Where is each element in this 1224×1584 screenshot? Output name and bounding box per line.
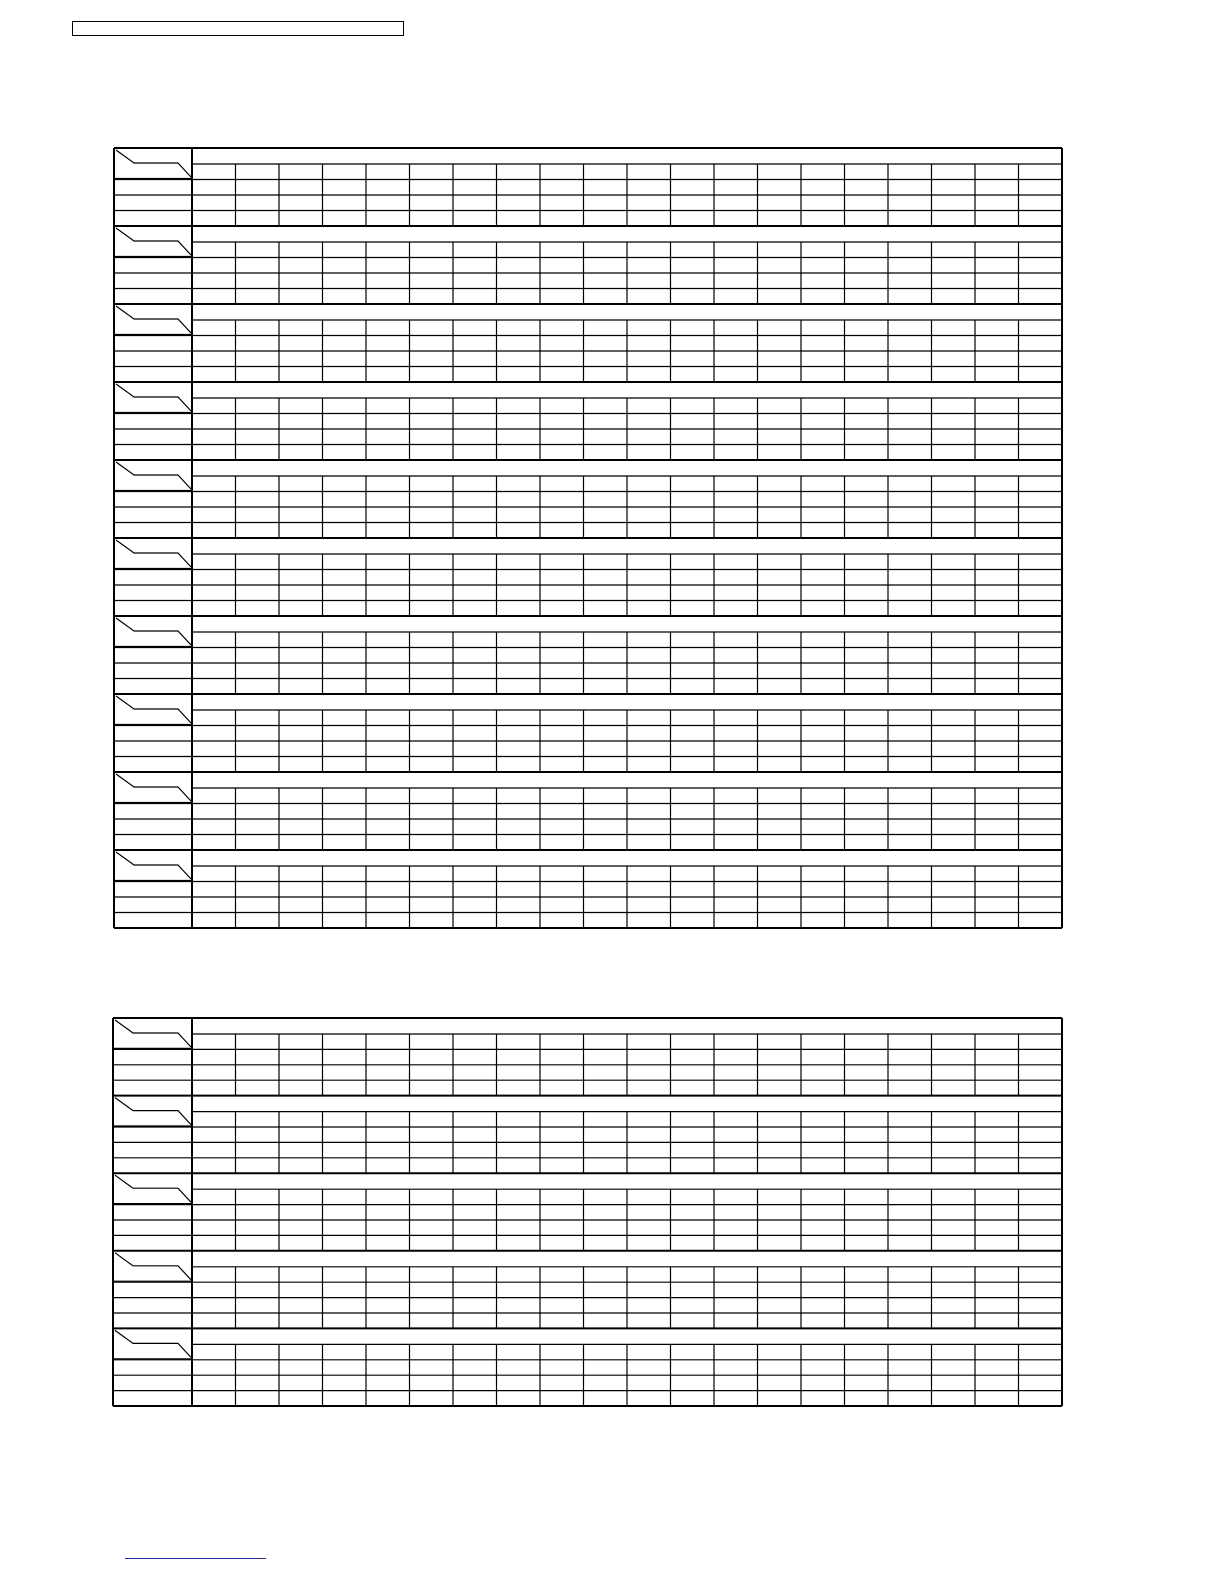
label-cell-diagonal <box>116 696 191 723</box>
label-cell-diagonal <box>116 540 191 567</box>
label-cell-diagonal <box>116 462 191 489</box>
label-cell-diagonal <box>116 384 191 411</box>
label-cell-diagonal <box>115 1330 191 1357</box>
label-cell-diagonal <box>116 852 191 879</box>
label-cell-diagonal <box>115 1098 191 1125</box>
label-cell-diagonal <box>115 1175 191 1202</box>
table-top <box>114 148 1062 928</box>
footer-link[interactable] <box>125 1548 266 1559</box>
label-cell-diagonal <box>115 1253 191 1280</box>
label-cell-diagonal <box>116 228 191 255</box>
table-bottom <box>113 1018 1062 1406</box>
label-cell-diagonal <box>115 1020 191 1047</box>
label-cell-diagonal <box>116 774 191 801</box>
label-cell-diagonal <box>116 306 191 333</box>
label-cell-diagonal <box>116 150 191 177</box>
label-cell-diagonal <box>116 618 191 645</box>
